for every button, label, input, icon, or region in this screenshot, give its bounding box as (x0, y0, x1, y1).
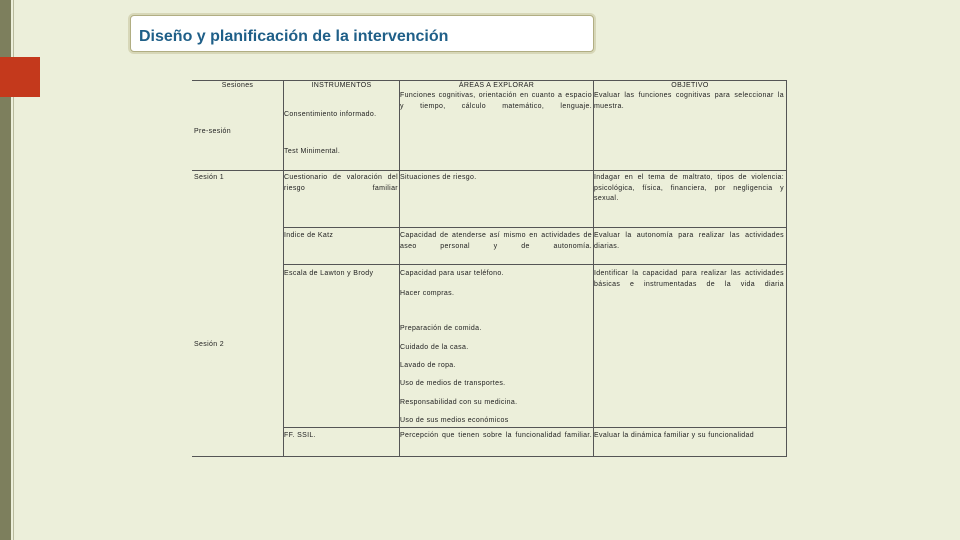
table-line (192, 170, 787, 171)
area-cell: Percepción que tienen sobre la funcionalidad familiar. (400, 432, 592, 439)
instrument-cell: Cuestionario de valoración del riesgo familiar (284, 174, 398, 192)
objective-cell: Evaluar la dinámica familiar y su funcionalidad (594, 432, 755, 439)
area-list-item: Responsabilidad con su medicina. (400, 399, 518, 406)
header-objetivo: OBJETIVO (671, 82, 709, 89)
header-instrumentos: INSTRUMENTOS (311, 82, 372, 89)
area-cell: Funciones cognitivas, orientación en cuanto a espacio y tiempo, cálculo matemático, lenguaje. (400, 92, 592, 110)
area-cell: Situaciones de riesgo. (400, 174, 477, 181)
table-line (283, 427, 787, 428)
instrument-cell: FF. SSIL. (284, 432, 316, 439)
objective-cell: Evaluar las funciones cognitivas para seleccionar la muestra. (594, 92, 784, 110)
session-label: Sesión 2 (194, 341, 225, 348)
objective-cell: Identificar la capacidad para realizar las actividades básicas e instrumentadas de la vida diaria (594, 270, 784, 288)
planning-table (192, 80, 787, 457)
area-list-item: Hacer compras. (400, 290, 455, 297)
title-box (130, 15, 594, 52)
instrument-cell: Indice de Katz (284, 232, 334, 239)
table-line (786, 80, 787, 457)
session-label: Pre-sesión (194, 128, 231, 135)
slide-title: Diseño y planificación de la intervención (139, 28, 449, 45)
table-line (283, 264, 787, 265)
header-sesiones: Sesiones (221, 82, 254, 89)
header-areas: ÁREAS A EXPLORAR (458, 82, 535, 89)
objective-cell: Evaluar la autonomía para realizar las actividades diarias. (594, 232, 784, 250)
session-label: Sesión 1 (194, 174, 225, 181)
area-list-item: Uso de medios de transportes. (400, 380, 506, 387)
area-cell: Capacidad de atenderse así mismo en actividades de aseo personal y de autonomía. (400, 232, 592, 250)
accent-tab (0, 57, 40, 97)
instrument-cell: Test Minimental. (284, 148, 341, 155)
area-list-item: Cuidado de la casa. (400, 344, 469, 351)
table-line (192, 456, 787, 457)
objective-cell: Indagar en el tema de maltrato, tipos de violencia: psicológica, física, financiera, por negligencia y sexual. (594, 174, 784, 202)
area-list-item: Capacidad para usar teléfono. (400, 270, 504, 277)
area-list-item: Preparación de comida. (400, 325, 482, 332)
instrument-cell: Consentimiento informado. (284, 111, 377, 118)
table-line (283, 227, 787, 228)
area-list-item: Uso de sus medios económicos (400, 417, 509, 424)
area-list-item: Lavado de ropa. (400, 362, 456, 369)
instrument-cell: Escala de Lawton y Brody (284, 270, 374, 277)
